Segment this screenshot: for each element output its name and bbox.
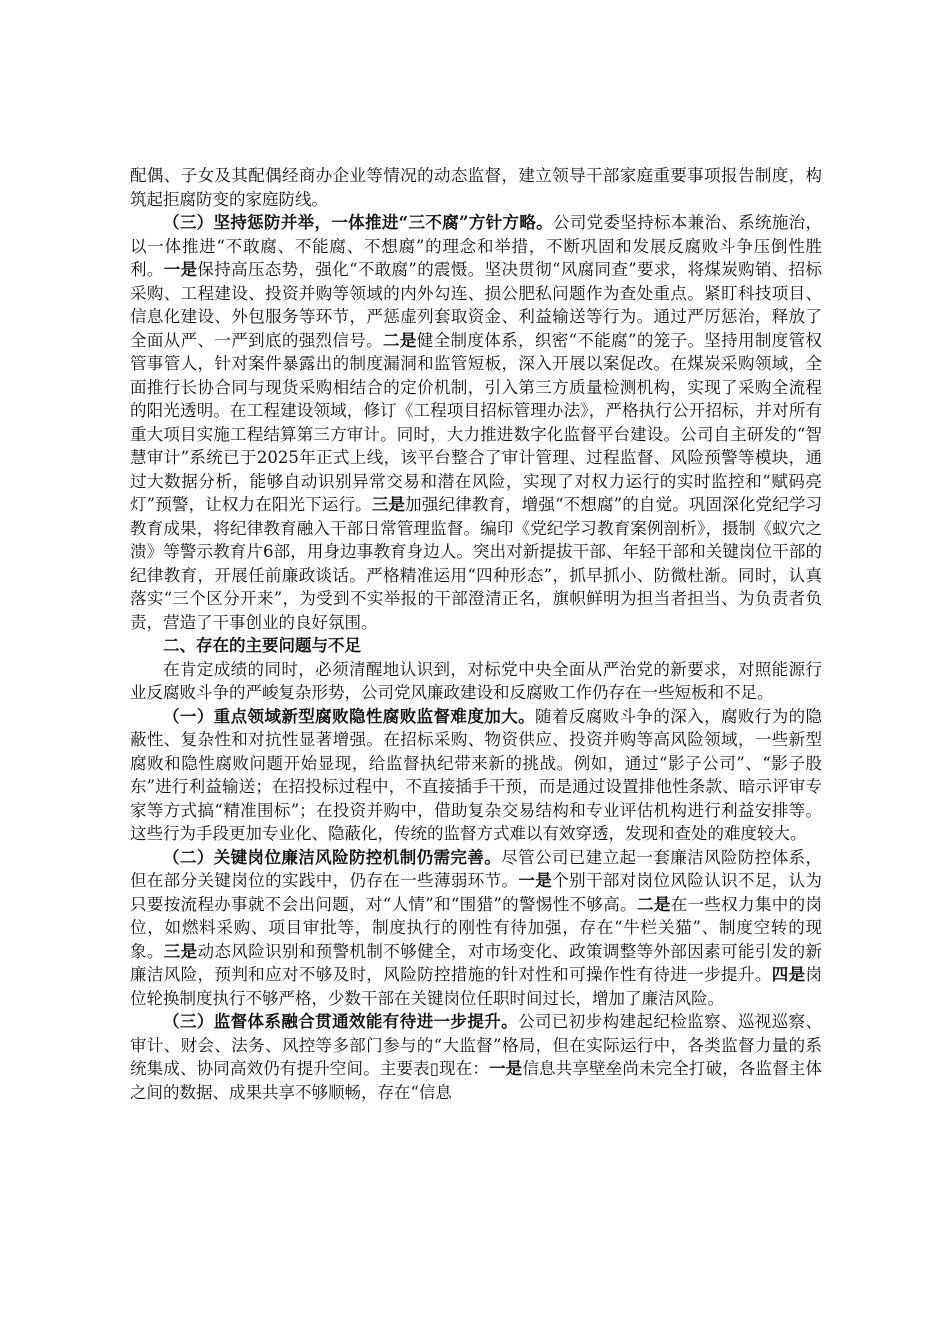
text-run: 个别干部对岗位风险认识不足，认为只要按流程办事就不会出问题，对“人情”和“围猎”的警惕性不够高。 bbox=[130, 871, 823, 914]
section-heading: （三）坚持惩防并举，一体推进“三不腐”方针方略。 bbox=[163, 213, 553, 232]
paragraph-supervision-system bbox=[130, 1010, 822, 1104]
paragraph-key-positions bbox=[130, 846, 822, 1011]
text-run: 公司已初步构建起纪检监察、巡视巡察、审计、财会、法务、风控等多部门参与的“大监督”格局，但在实际运行中，各类监督力量的系统集成、协同高效仍有提升空间。主要表▯现在： bbox=[130, 1012, 823, 1078]
text-run: 尽管公司已建立起一套廉洁风险防控体系，但在部分关键岗位的实践中，仍存在一些薄弱环节。 bbox=[130, 847, 823, 890]
text-run: 在一些权力集中的岗位，如燃料采购、项目审批等，制度执行的刚性有待加强，存在“牛栏关猫”、制度空转的现象。 bbox=[130, 894, 822, 961]
document-page bbox=[130, 164, 822, 1104]
text-run: 加强纪律教育，增强“不想腐”的自觉。巩固深化党纪学习教育成果，将纪律教育融入干部日常管理监督。编印《党纪学习教育案例剖析》，摄制《蚁穴之溃》等警示教育片6部，用身边事教育身边人。突出对新提拔干部、年轻干部和关键岗位干部的纪律教育，开展任前廉政谈话。严格精准运用“四种形态”，抓早抓小、防微杜渐。同时，认真落实“三个区分开来”，为受到不实举报的干部澄清正名，旗帜鲜明为担当者担当、为负责者负责，营造了干事创业的良好氛围。 bbox=[130, 495, 823, 632]
text-run: 健全制度体系，织密“不能腐”的笼子。坚持用制度管权管事管人，针对案件暴露出的制度漏洞和监管短板，深入开展以案促改。在煤炭采购领域，全面推行长协合同与现货采购相结合的定价机制，引入第三方质量检测机构，实现了采购全流程的阳光透明。在工程建设领域，修订《工程项目招标管理办法》，严格执行公开招标，并对所有重大项目实施工程结算第三方审计。同时，大力推进数字化监督平台建设。公司自主研发的“智慧审计”系统已于2025年正式上线，该平台整合了审计管理、过程监督、风险预警等模块，通过大数据分析，能够自动识别异常交易和潜在风险，实现了对权力运行的实时监控和“赋码亮灯”预警，让权力在阳光下运行。 bbox=[130, 330, 823, 514]
point-marker: 三是 bbox=[163, 941, 198, 961]
section-heading: （一）重点领域新型腐败隐性腐败监督难度加大。 bbox=[163, 706, 535, 726]
text-run: 岗位轮换制度执行不够严格，少数干部在关键岗位任职时间过长，增加了廉洁风险。 bbox=[130, 965, 823, 1008]
text-run: 信息共享壁垒尚未完全打破，各监督主体之间的数据、成果共享不够顺畅，存在“信息 bbox=[130, 1059, 822, 1102]
chapter-heading-text: 二、存在的主要问题与不足 bbox=[163, 636, 361, 655]
text-run: 公司党委坚持标本兼治、系统施治，以一体推进“不敢腐、不能腐、不想腐”的理念和举措，不断巩固和发展反腐败斗争压倒性胜利。 bbox=[130, 213, 823, 279]
text-run: 保持高压态势，强化“不敢腐”的震慑。坚决贯彻“风腐同查”要求，将煤炭购销、招标采购、工程建设、投资并购等领域的内外勾连、损公肥私问题作为查处重点。紧盯科技项目、信息化建设、外包服务等环节，严惩虚列套取资金、利益输送等行为。通过严厉惩治，释放了全面从严、一严到底的强烈信号。 bbox=[130, 260, 822, 350]
point-marker: 二是 bbox=[636, 894, 671, 914]
point-marker: 一是 bbox=[489, 1059, 523, 1078]
point-marker: 三是 bbox=[371, 495, 406, 514]
point-marker: 一是 bbox=[518, 871, 553, 890]
text-run: 在肯定成绩的同时，必须清醒地认识到，对标党中央全面从严治党的新要求，对照能源行业反腐败斗争的严峻复杂形势，公司党风廉政建设和反腐败工作仍存在一些短板和不足。 bbox=[130, 659, 822, 702]
text-run: 配偶、子女及其配偶经商办企业等情况的动态监督，建立领导干部家庭重要事项报告制度，构筑起拒腐防变的家庭防线。 bbox=[130, 166, 822, 209]
point-marker: 一是 bbox=[163, 260, 198, 279]
chapter-heading-problems bbox=[130, 634, 822, 658]
paragraph-three-no-corruption bbox=[130, 211, 822, 634]
text-run: 动态风险识别和预警机制不够健全，对市场变化、政策调整等外部因素可能引发的新廉洁风险，预判和应对不够及时，风险防控措施的针对性和可操作性有待进一步提升。 bbox=[130, 941, 823, 984]
paragraph-new-corruption bbox=[130, 705, 822, 846]
section-heading: （三）监督体系融合贯通效能有待进一步提升。 bbox=[163, 1012, 519, 1031]
section-heading: （二）关键岗位廉洁风险防控机制仍需完善。 bbox=[163, 847, 502, 867]
paragraph-problems-intro bbox=[130, 658, 822, 705]
text-run: 随着反腐败斗争的深入，腐败行为的隐蔽性、复杂性和对抗性显著增强。在招标采购、物资供应、投资并购等高风险领域，一些新型腐败和隐性腐败问题开始显现，给监督执纪带来新的挑战。例如，通过“影子公司”、“影子股东”进行利益输送；在招投标过程中，不直接插手干预，而是通过设置排他性条款、暗示评审专家等方式搞“精准围标”；在投资并购中，借助复杂交易结构和专业评估机构进行利益安排等。这些行为手段更加专业化、隐蔽化，传统的监督方式难以有效穿透，发现和查处的难度较大。 bbox=[130, 706, 823, 843]
paragraph-family-supervision bbox=[130, 164, 822, 211]
point-marker: 二是 bbox=[383, 330, 417, 350]
point-marker: 四是 bbox=[771, 965, 806, 984]
